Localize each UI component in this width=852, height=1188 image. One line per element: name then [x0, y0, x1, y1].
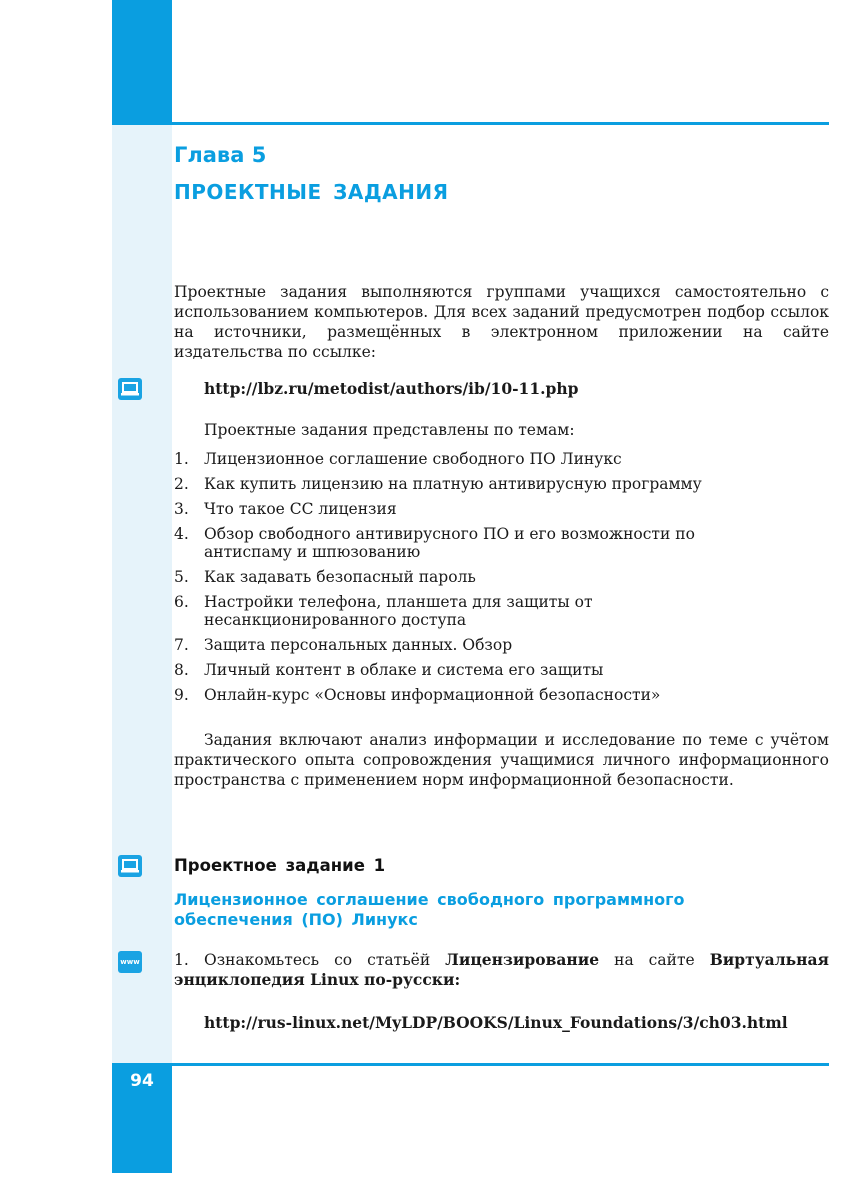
task-subtitle: Лицензионное соглашение свободного программного обеспечения (ПО) Линукс	[174, 890, 685, 929]
list-item: 2. Как купить лицензию на платную антивирусную программу	[174, 475, 702, 493]
chapter-label: Глава 5	[174, 143, 267, 167]
list-item: 1. Лицензионное соглашение свободного ПО Линукс	[174, 450, 622, 468]
www-icon: www	[118, 951, 142, 973]
task-link[interactable]: http://rus-linux.net/MyLDP/BOOKS/Linux_Foundations/3/ch03.html	[204, 1013, 788, 1032]
computer-icon	[118, 378, 142, 400]
list-item: 4. Обзор свободного антивирусного ПО и его возможности по антиспаму и шпюзованию	[174, 525, 695, 561]
bottom-rule	[112, 1063, 829, 1066]
intro-paragraph: Проектные задания выполняются группами учащихся самостоятельно с использованием компьютеров. Для всех заданий предусмотрен подбор ссылок на источники, размещённых в электронном приложении на сайте издательства по ссылке:	[174, 283, 829, 361]
top-rule	[112, 122, 829, 125]
task-heading: Проектное задание 1	[174, 856, 386, 875]
list-item: 9. Онлайн-курс «Основы информационной безопасности»	[174, 686, 661, 704]
themes-list	[174, 450, 794, 711]
task-step: 1. Ознакомьтесь со статьёй Лицензирование на сайте Виртуальная энциклопедия Linux по-русски:	[174, 950, 829, 989]
outro-paragraph: Задания включают анализ информации и исследование по теме с учётом практического опыта сопровождения учащимися личного информационного пространства с применением норм информационной безопасности.	[174, 731, 829, 789]
list-item: 5. Как задавать безопасный пароль	[174, 568, 476, 586]
computer-icon	[118, 855, 142, 877]
themes-intro: Проектные задания представлены по темам:	[204, 421, 575, 439]
page-number: 94	[130, 1071, 154, 1091]
list-item: 3. Что такое CC лицензия	[174, 500, 397, 518]
sidebar-top-block	[112, 0, 172, 125]
list-item: 6. Настройки телефона, планшета для защиты от несанкционированного доступа	[174, 593, 593, 629]
source-link[interactable]: http://lbz.ru/metodist/authors/ib/10-11.php	[204, 379, 579, 398]
list-item: 7. Защита персональных данных. Обзор	[174, 636, 513, 654]
list-item: 8. Личный контент в облаке и система его защиты	[174, 661, 604, 679]
sidebar-background	[112, 125, 172, 1065]
chapter-title: ПРОЕКТНЫЕ ЗАДАНИЯ	[174, 180, 449, 204]
